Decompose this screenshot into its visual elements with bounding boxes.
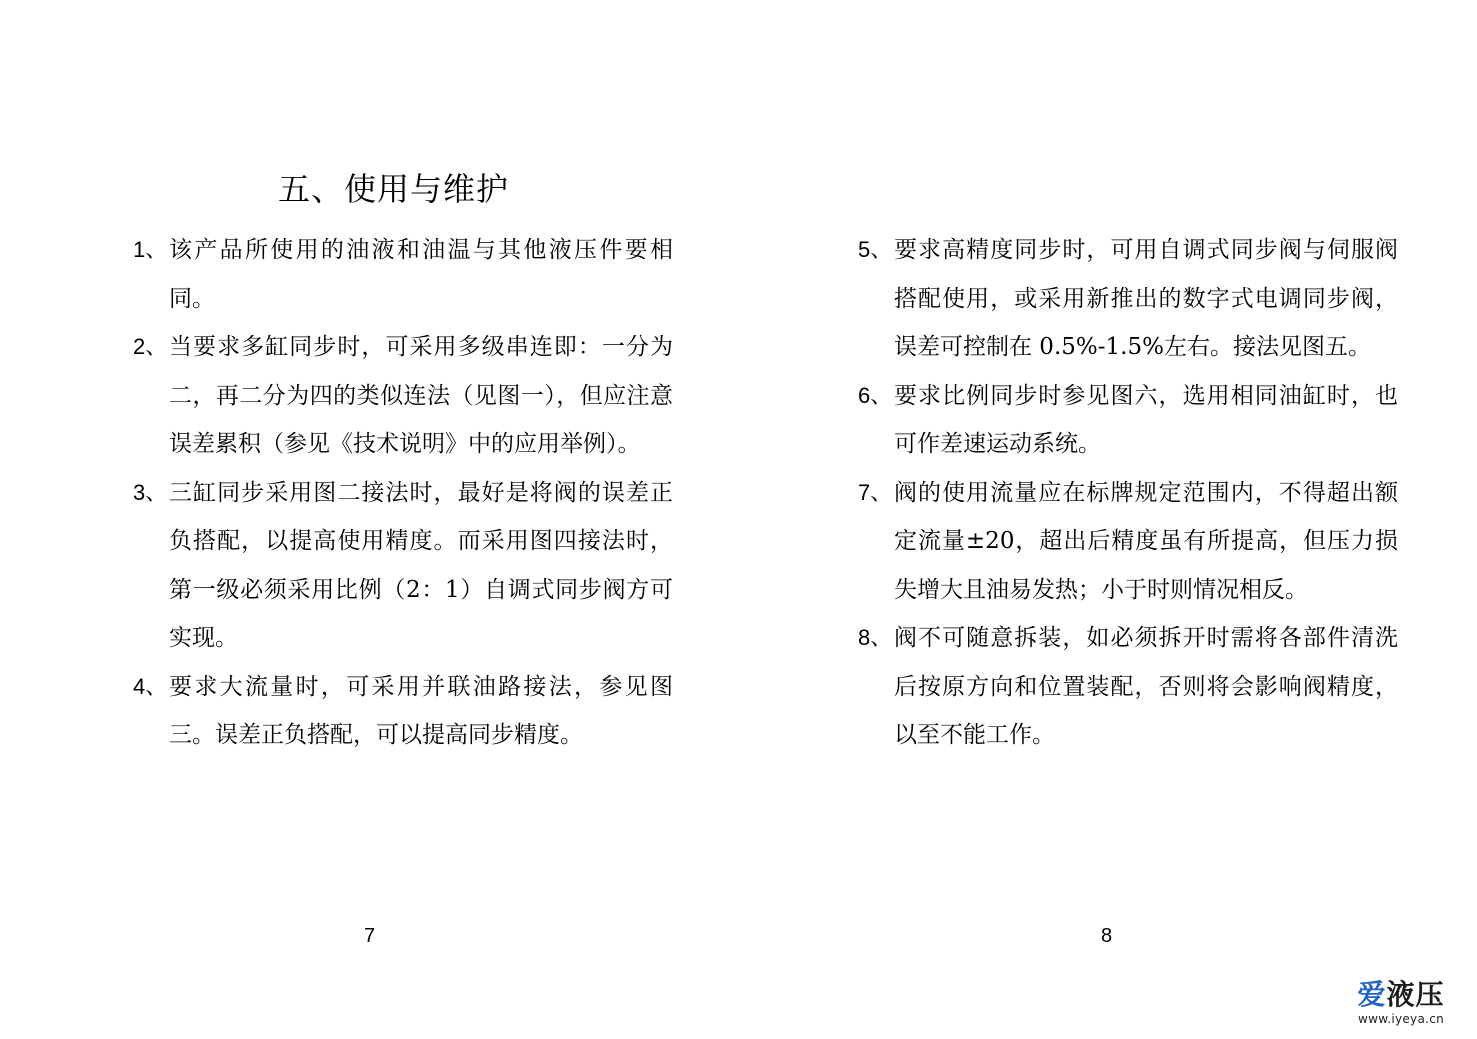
watermark-logo-main: 液压 [1386,978,1445,1011]
list-item [133,323,673,469]
right-page [738,0,1477,1039]
list-item [858,614,1398,760]
site-watermark-logo[interactable] [1335,979,1467,1031]
item-text: 要求大流量时，可采用并联油路接法，参见图三。误差正负搭配，可以提高同步精度。 [169,673,673,748]
watermark-url: www.iyeya.cn [1357,1012,1445,1026]
item-number: 5、 [858,237,893,262]
left-page [0,0,738,1039]
item-number: 6、 [858,382,893,408]
item-text: 阀的使用流量应在标牌规定范围内，不得超出额定流量±20，超出后精度虽有所提高，但压力损失增大且油易发热；小于时则情况相反。 [894,479,1398,603]
item-text: 要求比例同步时参见图六，选用相同油缸时，也可作差速运动系统。 [894,382,1398,457]
list-item [133,663,673,760]
list-item [133,469,673,663]
list-item [858,226,1398,372]
section-title: 五、使用与维护 [278,170,510,209]
list-item [133,226,673,323]
item-number: 1、 [133,237,168,262]
watermark-logo-accent: 爱 [1357,978,1387,1011]
item-text: 要求高精度同步时，可用自调式同步阀与伺服阀搭配使用，或采用新推出的数字式电调同步阀，误差可控制在 0.5%-1.5%左右。接法见图五。 [894,237,1398,360]
item-text: 三缸同步采用图二接法时，最好是将阀的误差正负搭配，以提高使用精度。而采用图四接法时，第一级必须采用比例（2：1）自调式同步阀方可实现。 [169,479,673,651]
item-text: 当要求多缸同步时，可采用多级串连即：一分为二，再二分为四的类似连法（见图一），但应注意误差累积（参见《技术说明》中的应用举例）。 [169,334,673,457]
maintenance-list-left [133,226,673,760]
page-number: 7 [364,925,376,947]
list-item [858,469,1398,615]
item-number: 3、 [133,479,168,505]
item-text: 阀不可随意拆装，如必须拆开时需将各部件清洗后按原方向和位置装配，否则将会影响阀精度，以至不能工作。 [894,625,1398,748]
item-number: 4、 [133,673,168,699]
item-number: 7、 [858,479,893,505]
item-number: 8、 [858,625,893,650]
list-item [858,372,1398,469]
maintenance-list-right [858,226,1398,760]
watermark-logo-text [1335,979,1467,1011]
page-number: 8 [1101,925,1113,947]
item-number: 2、 [133,334,168,359]
item-text: 该产品所使用的油液和油温与其他液压件要相同。 [169,237,673,312]
